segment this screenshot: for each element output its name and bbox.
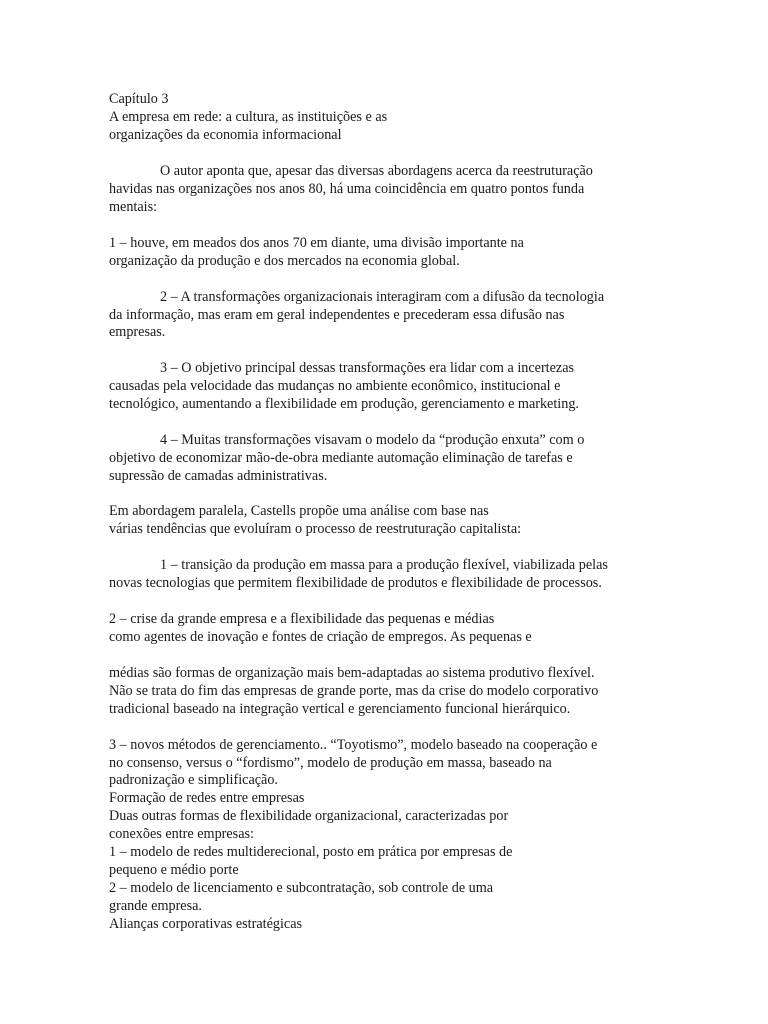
paragraph-line: no consenso, versus o “fordismo”, modelo de produção em massa, baseado na — [109, 755, 552, 771]
paragraph-line: supressão de camadas administrativas. — [109, 468, 328, 484]
chapter-title-line-1: A empresa em rede: a cultura, as instituições e as — [109, 109, 388, 125]
paragraph-line: mentais: — [109, 199, 158, 215]
paragraph-line: 1 – houve, em meados dos anos 70 em diante, uma divisão importante na — [109, 235, 524, 251]
paragraph-line: 3 – novos métodos de gerenciamento.. “Toyotismo”, modelo baseado na cooperação e — [109, 737, 598, 753]
paragraph-line: várias tendências que evoluíram o processo de reestruturação capitalista: — [109, 521, 522, 537]
paragraph-line: Não se trata do fim das empresas de grande porte, mas da crise do modelo corporativo — [109, 683, 599, 699]
paragraph-line: pequeno e médio porte — [109, 862, 239, 878]
paragraph-line: 2 – A transformações organizacionais interagiram com a difusão da tecnologia — [160, 289, 605, 305]
section-heading: Formação de redes entre empresas — [109, 790, 305, 806]
paragraph-line: como agentes de inovação e fontes de criação de empregos. As pequenas e — [109, 629, 532, 645]
paragraph-line: tradicional baseado na integração vertical e gerenciamento funcional hierárquico. — [109, 701, 571, 717]
paragraph-line: tecnológico, aumentando a flexibilidade em produção, gerenciamento e marketing. — [109, 396, 579, 412]
paragraph-line: objetivo de economizar mão-de-obra mediante automação eliminação de tarefas e — [109, 450, 573, 466]
paragraph-line: novas tecnologias que permitem flexibilidade de produtos e flexibilidade de processos. — [109, 575, 602, 591]
paragraph-line: 2 – modelo de licenciamento e subcontratação, sob controle de uma — [109, 880, 494, 896]
paragraph-line: da informação, mas eram em geral independentes e precederam essa difusão nas — [109, 307, 565, 323]
paragraph-line: médias são formas de organização mais bem-adaptadas ao sistema produtivo flexível. — [109, 665, 595, 681]
paragraph-line: grande empresa. — [109, 898, 202, 914]
paragraph-line: 4 – Muitas transformações visavam o modelo da “produção enxuta” com o — [160, 432, 585, 448]
paragraph-line: Em abordagem paralela, Castells propõe uma análise com base nas — [109, 503, 489, 519]
chapter-title-line-2: organizações da economia informacional — [109, 127, 342, 143]
paragraph-line: empresas. — [109, 324, 166, 340]
section-heading: Alianças corporativas estratégicas — [109, 916, 303, 932]
paragraph-line: causadas pela velocidade das mudanças no ambiente econômico, institucional e — [109, 378, 561, 394]
paragraph-line: conexões entre empresas: — [109, 826, 254, 842]
paragraph-line: 3 – O objetivo principal dessas transformações era lidar com a incertezas — [160, 360, 575, 376]
paragraph-line: 1 – modelo de redes multiderecional, posto em prática por empresas de — [109, 844, 513, 860]
paragraph-line: 2 – crise da grande empresa e a flexibilidade das pequenas e médias — [109, 611, 495, 627]
paragraph-line: Duas outras formas de flexibilidade organizacional, caracterizadas por — [109, 808, 509, 824]
paragraph-line: organização da produção e dos mercados na economia global. — [109, 253, 460, 269]
paragraph-line: havidas nas organizações nos anos 80, há uma coincidência em quatro pontos funda — [109, 181, 585, 197]
paragraph-line: padronização e simplificação. — [109, 772, 278, 788]
paragraph-line: O autor aponta que, apesar das diversas abordagens acerca da reestruturação — [160, 163, 593, 179]
paragraph-line: 1 – transição da produção em massa para a produção flexível, viabilizada pelas — [160, 557, 608, 573]
chapter-label: Capítulo 3 — [109, 91, 169, 107]
